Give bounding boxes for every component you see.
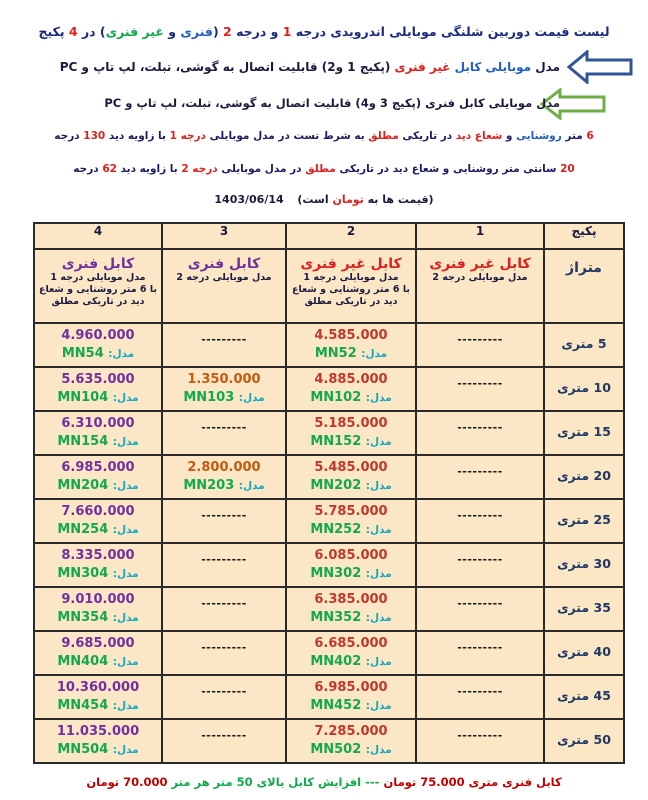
length-cell: 30 متری bbox=[557, 556, 611, 571]
package-number-row bbox=[34, 223, 624, 249]
package-4-number: 4 bbox=[34, 223, 162, 249]
empty-cell: --------- bbox=[201, 729, 247, 742]
model-code: MN104 bbox=[57, 390, 109, 405]
empty-cell: --------- bbox=[457, 421, 503, 434]
model-cell: مدل: MN103 bbox=[183, 390, 265, 405]
footer-note: کابل فنری متری 75.000 تومان --- افزایش کابل بالای 50 متر هر متر 70.000 تومان bbox=[86, 775, 562, 789]
price-value: 10.360.000 bbox=[56, 680, 140, 695]
price-table bbox=[33, 222, 625, 764]
package-1-number: 1 bbox=[416, 223, 544, 249]
price-value: 5.785.000 bbox=[314, 504, 388, 519]
empty-cell: --------- bbox=[201, 597, 247, 610]
model-cell: مدل: MN104 bbox=[57, 390, 139, 405]
empty-cell: --------- bbox=[457, 553, 503, 566]
line-grade2-info: 20 سانتی متر روشنایی و شعاع دید در تاریکی مطلق در مدل موبایلی درجه 2 با زاویه دید 62 درجه bbox=[73, 163, 575, 175]
model-cell: مدل: MN152 bbox=[310, 434, 392, 449]
price-value: 9.010.000 bbox=[61, 592, 135, 607]
package-1-header: کابل غیر فنری مدل موبایلی درجه 2 bbox=[416, 249, 544, 323]
price-value: 1.350.000 bbox=[187, 372, 261, 387]
model-code: MN204 bbox=[57, 478, 109, 493]
model-code: MN152 bbox=[310, 434, 362, 449]
price-value: 5.635.000 bbox=[61, 372, 135, 387]
empty-cell: --------- bbox=[201, 421, 247, 434]
empty-cell: --------- bbox=[457, 465, 503, 478]
model-code: MN203 bbox=[183, 478, 235, 493]
price-value: 6.685.000 bbox=[314, 636, 388, 651]
model-code: MN404 bbox=[57, 654, 109, 669]
table-row bbox=[34, 411, 624, 455]
price-value: 6.085.000 bbox=[314, 548, 388, 563]
model-cell: مدل: MN54 bbox=[61, 346, 135, 361]
model-code: MN54 bbox=[61, 346, 104, 361]
page-title: لیست قیمت دوربین شلنگی موبایلی اندرویدی درجه 1 و درجه 2 (فنری و غیر فنری) در 4 پکیج bbox=[38, 24, 610, 39]
model-code: MN504 bbox=[57, 742, 109, 757]
package-2-number: 2 bbox=[286, 223, 416, 249]
price-value: 2.800.000 bbox=[187, 460, 261, 475]
model-cell: مدل: MN354 bbox=[57, 610, 139, 625]
line-grade1-info: 6 متر روشنایی و شعاع دید در تاریکی مطلق به شرط تست در مدل موبایلی درجه 1 با زاویه دید 130 درجه bbox=[54, 130, 594, 142]
package-2-header: کابل غیر فنری مدل موبایلی درجه 1 با 6 متر روشنایی و شعاع دید در تاریکی مطلق bbox=[286, 249, 416, 323]
length-cell: 40 متری bbox=[557, 644, 611, 659]
price-value: 6.310.000 bbox=[61, 416, 135, 431]
model-cell: مدل: MN404 bbox=[57, 654, 139, 669]
model-cell: مدل: MN302 bbox=[310, 566, 392, 581]
package-3-number: 3 bbox=[162, 223, 286, 249]
empty-cell: --------- bbox=[201, 333, 247, 346]
price-value: 6.985.000 bbox=[314, 680, 388, 695]
table-row bbox=[34, 631, 624, 675]
model-code: MN102 bbox=[310, 390, 362, 405]
price-value: 4.885.000 bbox=[314, 372, 388, 387]
model-code: MN454 bbox=[57, 698, 109, 713]
meterage-label: متراژ bbox=[566, 260, 602, 276]
model-code: MN354 bbox=[57, 610, 109, 625]
model-code: MN304 bbox=[57, 566, 109, 581]
table-row bbox=[34, 675, 624, 719]
model-code: MN402 bbox=[310, 654, 362, 669]
model-code: MN302 bbox=[310, 566, 362, 581]
model-code: MN202 bbox=[310, 478, 362, 493]
price-value: 9.685.000 bbox=[61, 636, 135, 651]
price-note: (قیمت ها به تومان است) 1403/06/14 bbox=[214, 193, 434, 206]
table-row bbox=[34, 499, 624, 543]
empty-cell: --------- bbox=[201, 553, 247, 566]
model-cell: مدل: MN204 bbox=[57, 478, 139, 493]
length-cell: 10 متری bbox=[557, 380, 611, 395]
model-cell: مدل: MN454 bbox=[57, 698, 139, 713]
empty-cell: --------- bbox=[457, 729, 503, 742]
line-spring-packages: مدل موبایلی کابل فنری (پکیج 3 و4) قابلیت اتصال به گوشی، تبلت، لپ تاپ و PC bbox=[104, 96, 560, 110]
empty-cell: --------- bbox=[457, 333, 503, 346]
length-cell: 50 متری bbox=[557, 732, 611, 747]
price-value: 6.385.000 bbox=[314, 592, 388, 607]
model-cell: مدل: MN52 bbox=[314, 346, 388, 361]
model-cell: مدل: MN502 bbox=[310, 742, 392, 757]
length-cell: 35 متری bbox=[557, 600, 611, 615]
model-code: MN502 bbox=[310, 742, 362, 757]
model-cell: مدل: MN203 bbox=[183, 478, 265, 493]
blue-arrow-icon bbox=[567, 50, 633, 84]
price-value: 5.185.000 bbox=[314, 416, 388, 431]
empty-cell: --------- bbox=[457, 597, 503, 610]
empty-cell: --------- bbox=[457, 377, 503, 390]
model-cell: مدل: MN154 bbox=[57, 434, 139, 449]
length-cell: 5 متری bbox=[561, 336, 607, 351]
table-row bbox=[34, 455, 624, 499]
empty-cell: --------- bbox=[201, 685, 247, 698]
model-cell: مدل: MN402 bbox=[310, 654, 392, 669]
length-cell: 25 متری bbox=[557, 512, 611, 527]
empty-cell: --------- bbox=[457, 509, 503, 522]
price-date: 1403/06/14 bbox=[214, 193, 284, 206]
price-value: 8.335.000 bbox=[61, 548, 135, 563]
table-row bbox=[34, 587, 624, 631]
price-value: 4.960.000 bbox=[61, 328, 135, 343]
model-code: MN154 bbox=[57, 434, 109, 449]
model-cell: مدل: MN254 bbox=[57, 522, 139, 537]
package-4-header: کابل فنری مدل موبایلی درجه 1 با 6 متر روشنایی و شعاع دید در تاریکی مطلق bbox=[34, 249, 162, 323]
model-code: MN252 bbox=[310, 522, 362, 537]
empty-cell: --------- bbox=[457, 641, 503, 654]
model-code: MN352 bbox=[310, 610, 362, 625]
model-code: MN254 bbox=[57, 522, 109, 537]
model-cell: مدل: MN102 bbox=[310, 390, 392, 405]
model-cell: مدل: MN452 bbox=[310, 698, 392, 713]
price-value: 7.285.000 bbox=[314, 724, 388, 739]
line-non-spring-packages: مدل موبایلی کابل غیر فنری (پکیج 1 و2) قابلیت اتصال به گوشی، تبلت، لپ تاپ و PC bbox=[59, 60, 560, 74]
model-cell: مدل: MN252 bbox=[310, 522, 392, 537]
empty-cell: --------- bbox=[201, 509, 247, 522]
empty-cell: --------- bbox=[201, 641, 247, 654]
price-value: 6.985.000 bbox=[61, 460, 135, 475]
table-row bbox=[34, 367, 624, 411]
length-cell: 45 متری bbox=[557, 688, 611, 703]
price-value: 4.585.000 bbox=[314, 328, 388, 343]
model-cell: مدل: MN202 bbox=[310, 478, 392, 493]
model-code: MN52 bbox=[314, 346, 357, 361]
table-row bbox=[34, 719, 624, 763]
length-cell: 20 متری bbox=[557, 468, 611, 483]
table-row bbox=[34, 323, 624, 367]
price-value: 11.035.000 bbox=[56, 724, 140, 739]
model-cell: مدل: MN304 bbox=[57, 566, 139, 581]
length-cell: 15 متری bbox=[557, 424, 611, 439]
package-3-header: کابل فنری مدل موبایلی درجه 2 bbox=[162, 249, 286, 323]
package-title-row bbox=[34, 249, 624, 323]
package-label: پکیج bbox=[544, 223, 624, 249]
model-code: MN103 bbox=[183, 390, 235, 405]
model-cell: مدل: MN352 bbox=[310, 610, 392, 625]
price-value: 7.660.000 bbox=[61, 504, 135, 519]
table-row bbox=[34, 543, 624, 587]
model-cell: مدل: MN504 bbox=[57, 742, 139, 757]
model-code: MN452 bbox=[310, 698, 362, 713]
price-value: 5.485.000 bbox=[314, 460, 388, 475]
empty-cell: --------- bbox=[457, 685, 503, 698]
